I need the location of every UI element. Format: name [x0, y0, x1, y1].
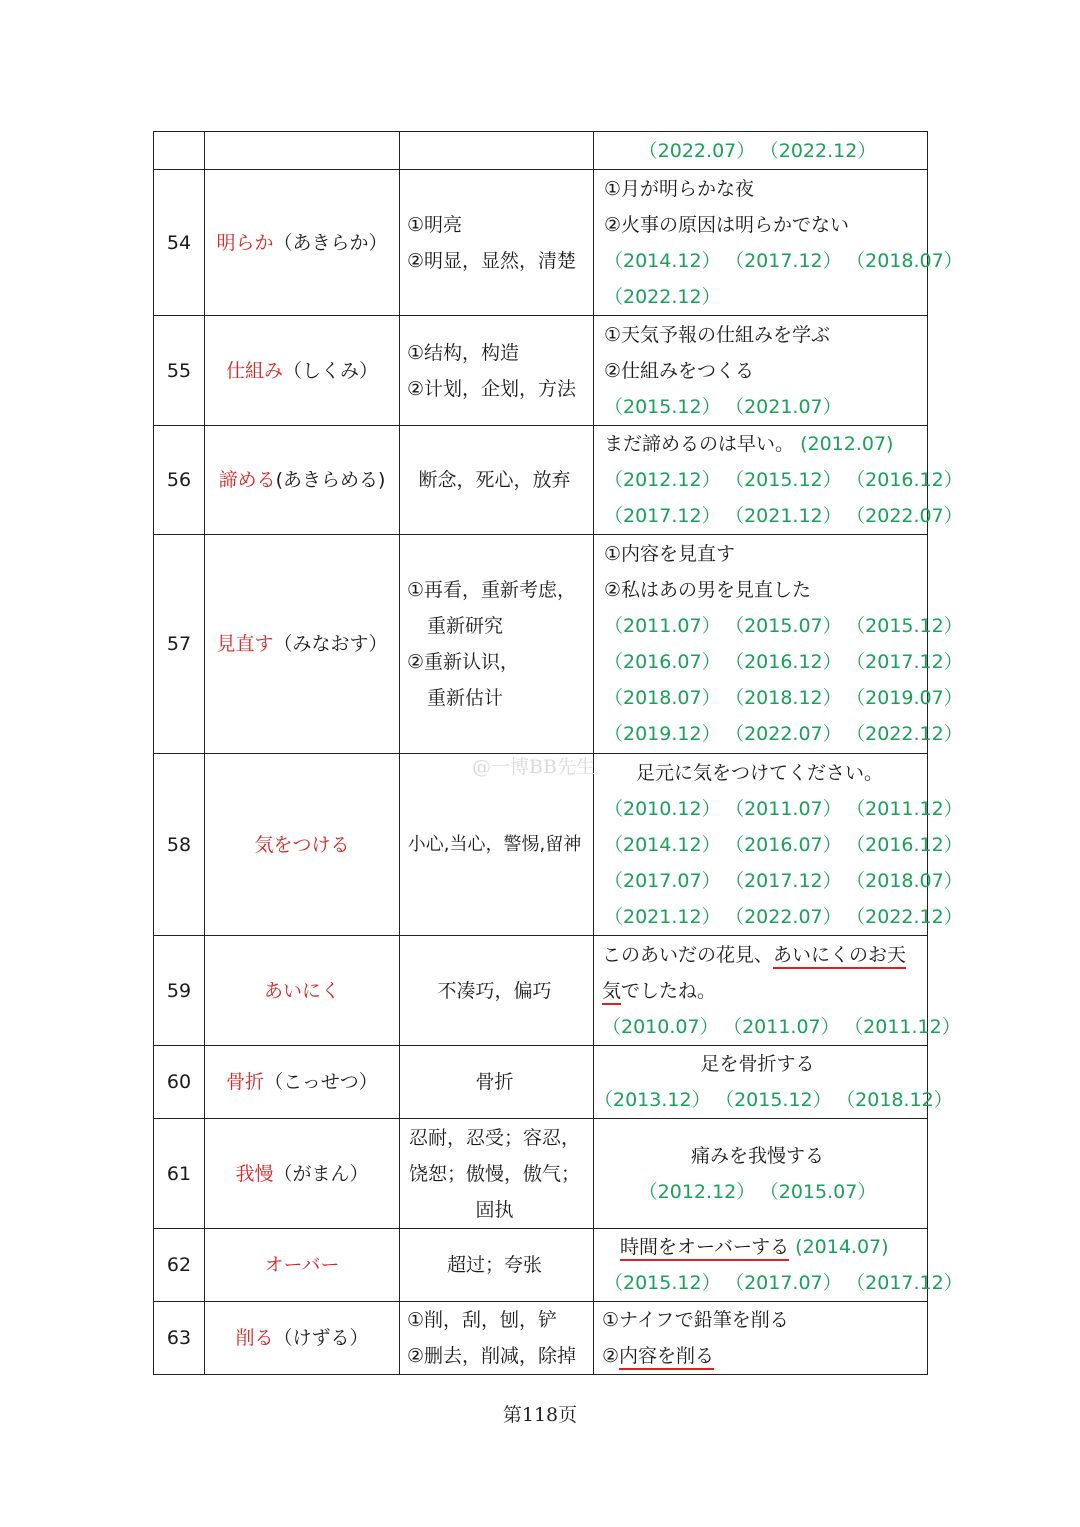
word-cell: [205, 316, 400, 426]
table-row: [154, 1046, 928, 1119]
row-number: 54: [154, 170, 205, 316]
vocab-word: 削る: [235, 1327, 274, 1349]
vocab-word: 仕組み: [225, 359, 283, 382]
exam-dates: （2011.07） （2015.07） （2015.12）: [604, 615, 963, 637]
row-number: 57: [154, 535, 205, 754]
table-row: [154, 535, 928, 754]
vocab-word: 諦める: [218, 469, 276, 491]
vocab-word: あいにく: [263, 979, 340, 1002]
meaning-cell: 骨折: [400, 1046, 594, 1119]
page-number: 第118页: [502, 1404, 578, 1426]
row-number: 61: [154, 1119, 205, 1229]
exam-dates: （2010.07） （2011.07） （2011.12）: [602, 1015, 961, 1038]
meaning-cell: 小心,当心，警惕,留神: [400, 754, 594, 936]
example-cell: ①ナイフで鉛筆を削る ②内容を削る: [594, 1302, 928, 1375]
word-cell: [205, 754, 400, 936]
table-row: [154, 1302, 928, 1375]
word-cell: [205, 1229, 400, 1302]
word-cell: [205, 426, 400, 535]
table-row: [154, 316, 928, 426]
word-reading: （あきらか）: [273, 231, 388, 254]
row-number: 56: [154, 426, 205, 535]
example-cell: 時間をオーバーする (2014.07) （2015.12） （2017.07） （2017.12）: [594, 1229, 928, 1302]
exam-dates: （2012.12） （2015.07）: [638, 1180, 877, 1203]
exam-dates: （2010.12） （2011.07） （2011.12）: [604, 797, 963, 820]
table-row: [154, 1229, 928, 1302]
table-row: [154, 754, 928, 936]
exam-dates: （2012.12） （2015.12） （2016.12）: [604, 469, 963, 491]
row-number: 62: [154, 1229, 205, 1302]
meaning-cell: ①再看，重新考虑， 重新研究 ②重新认识， 重新估计: [400, 535, 594, 754]
word-reading: （みなおす）: [273, 633, 388, 655]
watermark: @一博BB先生: [472, 756, 595, 778]
example-cell: 痛みを我慢する （2012.12） （2015.07）: [594, 1119, 928, 1229]
meaning-cell: 超过；夸张: [400, 1229, 594, 1302]
word-cell: [205, 1302, 400, 1375]
word-cell: [205, 936, 400, 1046]
table-row: [154, 426, 928, 535]
table-row: [154, 1119, 928, 1229]
exam-dates: （2022.07） （2022.12）: [638, 139, 877, 162]
word-reading: （がまん）: [273, 1162, 369, 1185]
meaning-cell: ①明亮 ②明显，显然，清楚: [400, 170, 594, 316]
vocab-word: 我慢: [235, 1162, 274, 1185]
table-row-continuation: [154, 132, 928, 170]
word-reading: （けずる）: [273, 1327, 369, 1349]
word-cell: [205, 1119, 400, 1229]
word-reading: （こっせつ）: [264, 1071, 378, 1093]
meaning-cell: ①削，刮，刨，铲 ②删去，削减，除掉: [400, 1302, 594, 1375]
vocab-word: 見直す: [216, 633, 274, 655]
word-reading: （しくみ）: [283, 359, 379, 382]
table-row: [154, 170, 928, 316]
example-cell: ①月が明らかな夜 ②火事の原因は明らかでない （2014.12） （2017.12） （2018.07） （2022.12）: [594, 170, 928, 316]
example-cell: このあいだの花見、あいにくのお天 気でしたね。 （2010.07） （2011.07） （2011.12）: [594, 936, 928, 1046]
word-cell: [205, 535, 400, 754]
meaning-cell: 不凑巧，偏巧: [400, 936, 594, 1046]
meaning-cell: ①结构，构造 ②计划，企划，方法: [400, 316, 594, 426]
row-number: 58: [154, 754, 205, 936]
vocab-word: オーバー: [264, 1254, 340, 1276]
exam-dates: （2015.12） （2021.07）: [604, 395, 842, 418]
example-cell: [594, 132, 928, 170]
vocab-word: 気をつける: [254, 833, 350, 856]
vocab-word: 明らか: [216, 231, 274, 254]
meaning-cell: 断念，死心，放弃: [400, 426, 594, 535]
vocab-word: 骨折: [226, 1071, 265, 1093]
exam-dates: （2013.12） （2015.12） （2018.12）: [594, 1089, 953, 1111]
row-number: 60: [154, 1046, 205, 1119]
meaning-cell: 忍耐，忍受；容忍， 饶恕；傲慢，傲气； 固执: [400, 1119, 594, 1229]
table-row: [154, 936, 928, 1046]
example-cell: 足を骨折する （2013.12） （2015.12） （2018.12）: [594, 1046, 928, 1119]
example-cell: ①天気予報の仕組みを学ぶ ②仕組みをつくる （2015.12） （2021.07）: [594, 316, 928, 426]
exam-dates: （2014.12） （2017.12） （2018.07）: [604, 249, 963, 272]
example-cell: 足元に気をつけてください。 （2010.12） （2011.07） （2011.12） （2014.12） （2016.07） （2016.12） （2017.07） （2017.12） （2018.07） （2021.12） （2022.07） （2022.12）: [594, 754, 928, 936]
word-cell: [205, 170, 400, 316]
example-cell: まだ諦めるのは早い。 (2012.07) （2012.12） （2015.12） （2016.12） （2017.12） （2021.12） （2022.07）: [594, 426, 928, 535]
row-number: 59: [154, 936, 205, 1046]
exam-dates: （2015.12） （2017.07） （2017.12）: [604, 1272, 963, 1294]
row-number: 63: [154, 1302, 205, 1375]
example-cell: ①内容を見直す ②私はあの男を見直した （2011.07） （2015.07） （2015.12） （2016.07） （2016.12） （2017.12） （2018.07） （2018.12） （2019.07） （2019.12） （2022.07） （2022.12）: [594, 535, 928, 754]
word-reading: (あきらめる): [275, 469, 386, 491]
word-cell: [205, 1046, 400, 1119]
row-number: 55: [154, 316, 205, 426]
